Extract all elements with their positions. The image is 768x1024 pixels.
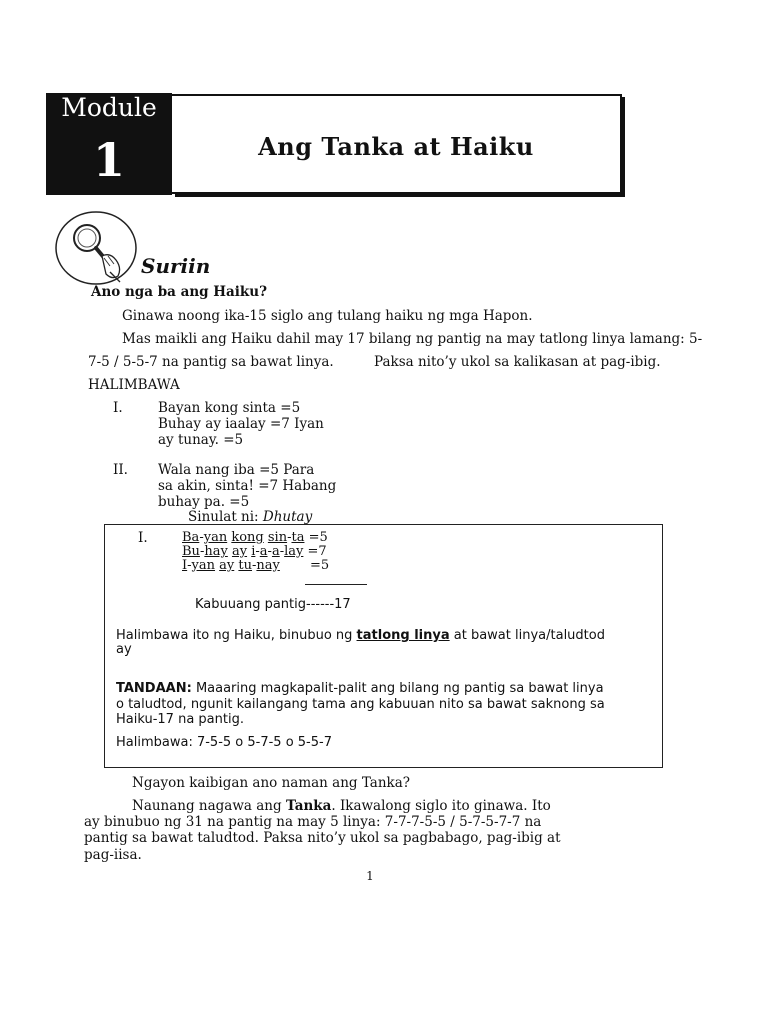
syllable-row [182, 530, 328, 545]
syllable-separator: - [267, 544, 272, 559]
explain-emphasis: tatlong linya [356, 628, 450, 643]
syllable: yan [203, 530, 228, 545]
syllable-separator: - [255, 544, 260, 559]
explain-text: at bawat linya/taludtod [449, 628, 605, 643]
syllable: ta [291, 530, 305, 545]
syllable-total: Kabuuang pantig------17 [195, 597, 351, 612]
module-label: Module [61, 93, 157, 122]
tanka-question: Ngayon kaibigan ano naman ang Tanka? [132, 775, 411, 791]
poem-line: ay tunay. =5 [158, 432, 244, 448]
syllable-separator: - [279, 544, 285, 559]
syllable: nay [256, 558, 280, 573]
title-box [172, 94, 622, 194]
tanka-line-3: pantig sa bawat taludtod. Paksa nito’y ukol sa pagbabago, pag-ibig at [84, 830, 561, 846]
tanka-line-2: ay binubuo ng 31 na pantig na may 5 linya: 7-7-7-5-5 / 5-7-5-7-7 na [84, 814, 542, 830]
syllable: kong [231, 530, 264, 545]
pattern-example: Halimbawa: 7-5-5 o 5-7-5 o 5-5-7 [116, 735, 332, 750]
sum-rule [305, 584, 367, 585]
syllable: Bu [182, 544, 200, 559]
tanka-line-4: pag-iisa. [84, 847, 142, 863]
syllable-count: =5 [310, 558, 330, 573]
syllable: a [259, 544, 268, 559]
magnifying-glass-icon [54, 210, 138, 286]
module-number: 1 [92, 133, 125, 187]
poem-numeral: I. [113, 400, 123, 416]
syllable: i [251, 544, 256, 559]
syllable: I [182, 558, 188, 573]
intro-line-2: Mas maikli ang Haiku dahil may 17 bilang ng pantig na may tatlong linya lamang: 5- [122, 331, 703, 347]
attribution-label: Sinulat ni: [188, 509, 259, 525]
explain-text: Halimbawa ito ng Haiku, binubuo ng [116, 628, 357, 643]
intro-line-3b: Paksa nito’y ukol sa kalikasan at pag-ibig. [374, 354, 661, 370]
poem-line: Wala nang iba =5 Para [158, 462, 315, 478]
page-number: 1 [366, 869, 374, 883]
poem-line: sa akin, sinta! =7 Habang [158, 478, 337, 494]
intro-line-3a: 7-5 / 5-5-7 na pantig sa bawat linya. [88, 354, 334, 370]
intro-line-1: Ginawa noong ika-15 siglo ang tulang haiku ng mga Hapon. [122, 308, 533, 324]
poem-numeral: II. [113, 462, 128, 478]
tanka-text: . Ikawalong siglo ito ginawa. Ito [331, 798, 551, 814]
tandaan-line: o taludtod, ngunit kailangang tama ang kabuuan nito sa bawat saknong sa [116, 697, 605, 712]
syllable: yan [191, 558, 216, 573]
syllable-count: =5 [308, 530, 328, 545]
syllable-row [182, 558, 329, 573]
tandaan-label: TANDAAN: [116, 681, 192, 696]
syllable: tu [238, 558, 253, 573]
syllable: a [271, 544, 280, 559]
section-title: Suriin [141, 254, 211, 278]
haiku-explanation-cont: ay [116, 642, 132, 657]
tandaan-text: Maaaring magkapalit-palit ang bilang ng pantig sa bawat linya [195, 681, 604, 696]
examples-heading: HALIMBAWA [88, 377, 180, 393]
syllable-separator: - [199, 530, 204, 545]
tandaan-line: Haiku-17 na pantig. [116, 712, 244, 727]
tanka-term: Tanka [285, 798, 332, 814]
syllable: Ba [182, 530, 200, 545]
haiku-explanation [116, 628, 605, 643]
poem-line: buhay pa. =5 [158, 494, 250, 510]
syllable: ay [219, 558, 235, 573]
syllable-row [182, 544, 327, 559]
syllable-count: =7 [307, 544, 327, 559]
intro-question: Ano nga ba ang Haiku? [91, 284, 267, 300]
syllable: lay [284, 544, 304, 559]
syllable-separator: - [199, 544, 205, 559]
syllable: sin [267, 530, 288, 545]
tanka-text: Naunang nagawa ang [132, 798, 286, 814]
tandaan-line [116, 681, 604, 696]
poem-line: Bayan kong sinta =5 [158, 400, 301, 416]
syllable: ay [231, 544, 248, 559]
syllable-separator: - [252, 558, 257, 573]
syllable: hay [204, 544, 228, 559]
syllable-separator: - [187, 558, 192, 573]
example-numeral: I. [138, 530, 148, 546]
attribution-author: Dhutay [262, 509, 313, 525]
syllable-separator: - [287, 530, 292, 545]
module-badge [46, 93, 172, 195]
poem-line: Buhay ay iaalay =7 Iyan [158, 416, 324, 432]
page-title: Ang Tanka at Haiku [258, 132, 534, 161]
